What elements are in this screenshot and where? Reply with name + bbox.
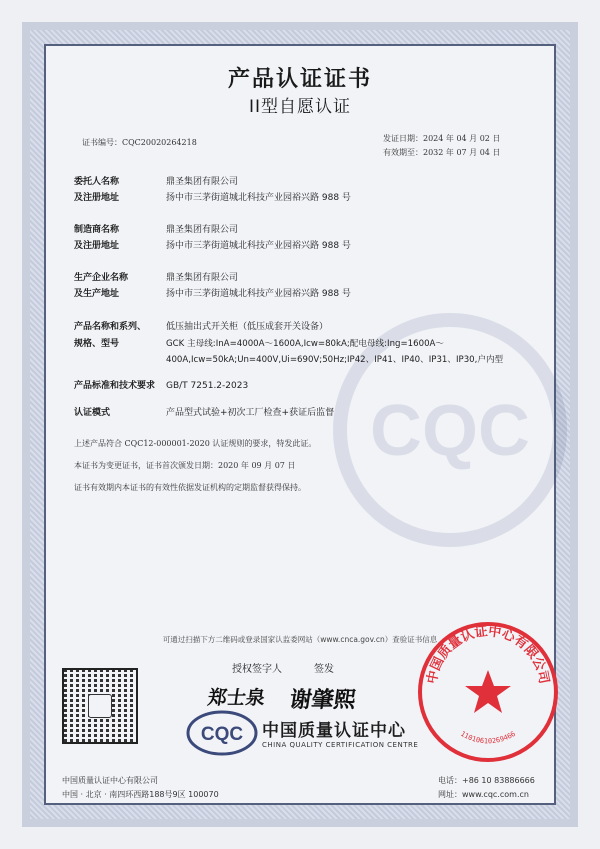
footer-phone: 电话：+86 10 83886666 xyxy=(438,776,535,785)
manufacturer-address-value: 扬中市三茅街道城北科技产业园裕兴路 988 号 xyxy=(166,241,351,251)
svg-text:CQC: CQC xyxy=(200,724,244,745)
org-name-cn: 中国质量认证中心 xyxy=(262,721,406,741)
client-address-label: 及注册地址 xyxy=(74,193,120,203)
certificate-subtitle: II型自愿认证 xyxy=(248,97,352,117)
manufacturer-address-label: 及注册地址 xyxy=(74,241,120,251)
certificate-title: 产品认证证书 xyxy=(227,67,372,92)
product-model-label: 规格、型号 xyxy=(74,339,120,349)
product-name-value: 低压抽出式开关柜（低压成套开关设备） xyxy=(166,322,329,332)
cert-mode-label: 认证模式 xyxy=(74,408,111,418)
standard-value: GB/T 7251.2-2023 xyxy=(166,381,249,391)
product-name-label: 产品名称和系列、 xyxy=(74,322,147,332)
client-address-value: 扬中市三茅街道城北科技产业园裕兴路 988 号 xyxy=(166,193,351,203)
compliance-note: 上述产品符合 CQC12-000001-2020 认证规则的要求，特发此证。 xyxy=(74,439,317,448)
verification-hint: 可通过扫描下方二维码或登录国家认监委网站（www.cnca.gov.cn）查验证书信息 xyxy=(162,635,438,644)
factory-name-label: 生产企业名称 xyxy=(74,273,129,283)
svg-text:1101061026946​6: 1101061026946​6 xyxy=(459,729,517,746)
cert-no-value: CQC20020264218 xyxy=(122,138,197,147)
issue-date: 发证日期：2024 年 04 月 02 日 xyxy=(383,134,501,143)
cert-mode-value: 产品型式试验+初次工厂检查+获证后监督 xyxy=(166,408,335,418)
validity-note: 证书有效期内本证书的有效性依据发证机构的定期监督获得保持。 xyxy=(74,483,306,492)
client-name-label: 委托人名称 xyxy=(74,177,120,187)
manufacturer-name-label: 制造商名称 xyxy=(74,225,120,235)
signature-issuer: 谢肇熙 xyxy=(287,687,358,713)
footer-address: 中国 · 北京 · 南四环西路188号9区 100070 xyxy=(62,790,219,799)
official-seal-icon xyxy=(414,618,562,766)
footer-org: 中国质量认证中心有限公司 xyxy=(62,776,158,785)
svg-text:CQC: CQC xyxy=(370,391,530,471)
manufacturer-name-value: 鼎圣集团有限公司 xyxy=(166,225,239,235)
certificate-number xyxy=(82,137,197,148)
qr-center-logo-icon xyxy=(88,694,112,718)
cert-no-label: 证书编号： xyxy=(82,138,122,147)
cqc-logo-icon xyxy=(186,710,258,756)
factory-address-label: 及生产地址 xyxy=(74,289,120,299)
org-name-en: CHINA QUALITY CERTIFICATION CENTRE xyxy=(262,741,419,749)
svg-text:中国质量认证中心有限公司: 中国质量认证中心有限公司 xyxy=(424,624,552,686)
product-model-value-cont: 400A,Icw=50kA;Un=400V,Ui=690V;50Hz;IP42、IP41、IP40、IP31、IP30,户内型 xyxy=(166,355,504,365)
product-model-value: GCK 主母线:InA=4000A～1600A,Icw=80kA;配电母线:Ing=1600A～ xyxy=(166,339,445,349)
authorized-signer-label: 授权签字人 xyxy=(232,664,282,675)
client-name-value: 鼎圣集团有限公司 xyxy=(166,177,239,187)
expiry-date: 有效期至：2032 年 07 月 04 日 xyxy=(383,148,501,157)
factory-address-value: 扬中市三茅街道城北科技产业园裕兴路 988 号 xyxy=(166,289,351,299)
factory-name-value: 鼎圣集团有限公司 xyxy=(166,273,239,283)
certificate-dates xyxy=(383,132,500,160)
standard-label: 产品标准和技术要求 xyxy=(74,381,156,391)
change-note: 本证书为变更证书，证书首次颁发日期：2020 年 09 月 07 日 xyxy=(74,461,296,470)
footer-website[interactable]: 网址：www.cqc.com.cn xyxy=(438,790,529,799)
issuer-label: 签发 xyxy=(314,664,334,675)
signature-signer: 郑士泉 xyxy=(206,687,267,709)
